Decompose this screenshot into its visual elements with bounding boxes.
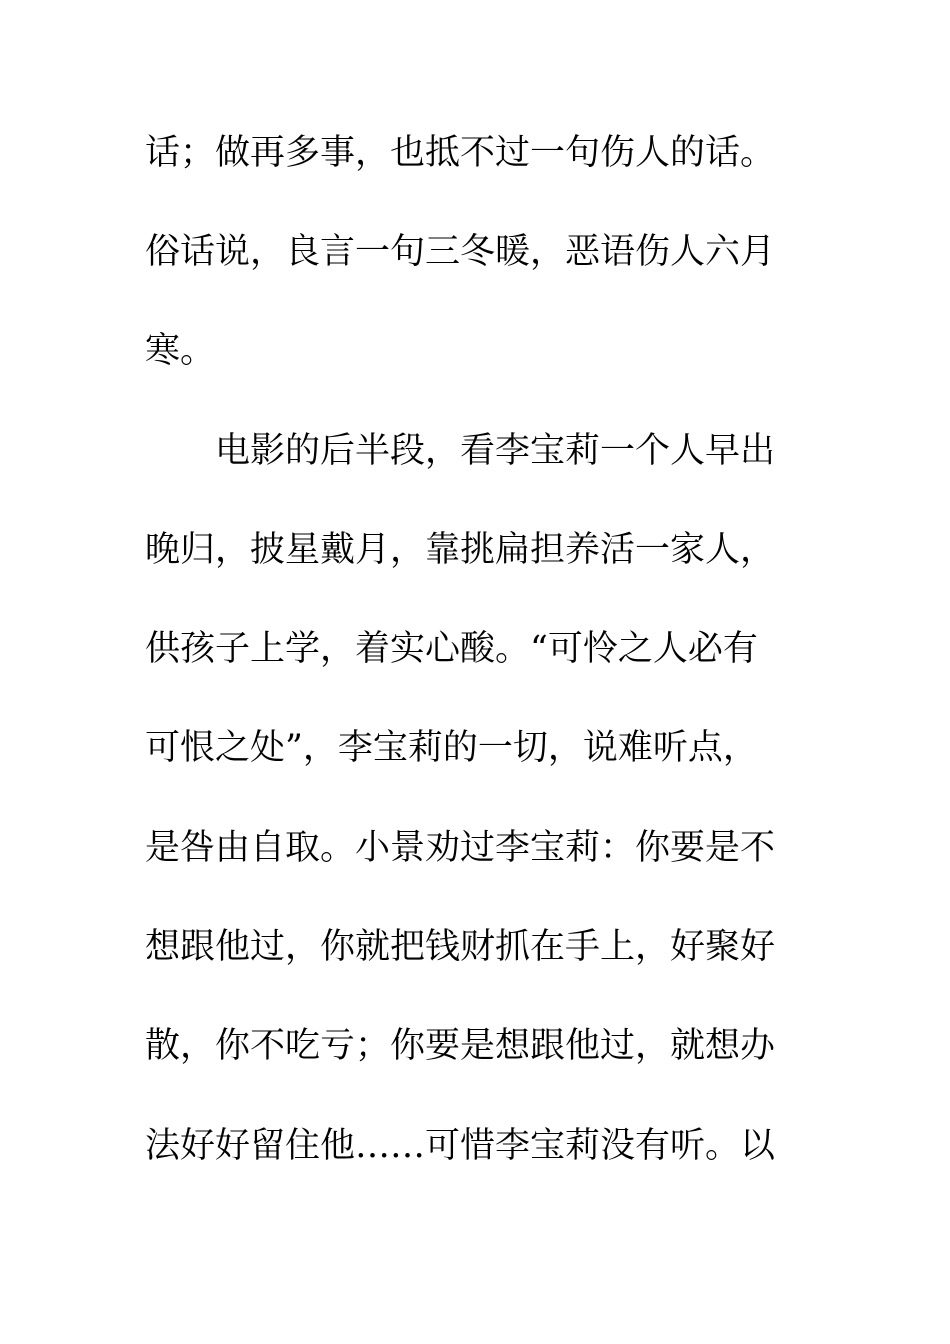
text-line: 供孩子上学，着实心酸。“可怜之人必有 [145, 629, 758, 669]
text-line: 想跟他过，你就把钱财抓在手上，好聚好 [145, 927, 776, 967]
text-line: 可恨之处”，李宝莉的一切，说难听点， [145, 728, 758, 768]
text-line: 法好好留住他……可惜李宝莉没有听。以 [145, 1126, 776, 1166]
text-line: 散，你不吃亏；你要是想跟他过，就想办 [145, 1026, 776, 1066]
text-line: 话；做再多事，也抵不过一句伤人的话。 [145, 133, 776, 173]
text-line: 晚归，披星戴月，靠挑扁担养活一家人， [145, 530, 776, 570]
text-line: 寒。 [145, 331, 216, 371]
text-line: 电影的后半段，看李宝莉一个人早出 [145, 431, 776, 471]
text-line: 俗话说，良言一句三冬暖，恶语伤人六月 [145, 232, 776, 272]
text-line: 是咎由自取。小景劝过李宝莉：你要是不 [145, 828, 776, 868]
